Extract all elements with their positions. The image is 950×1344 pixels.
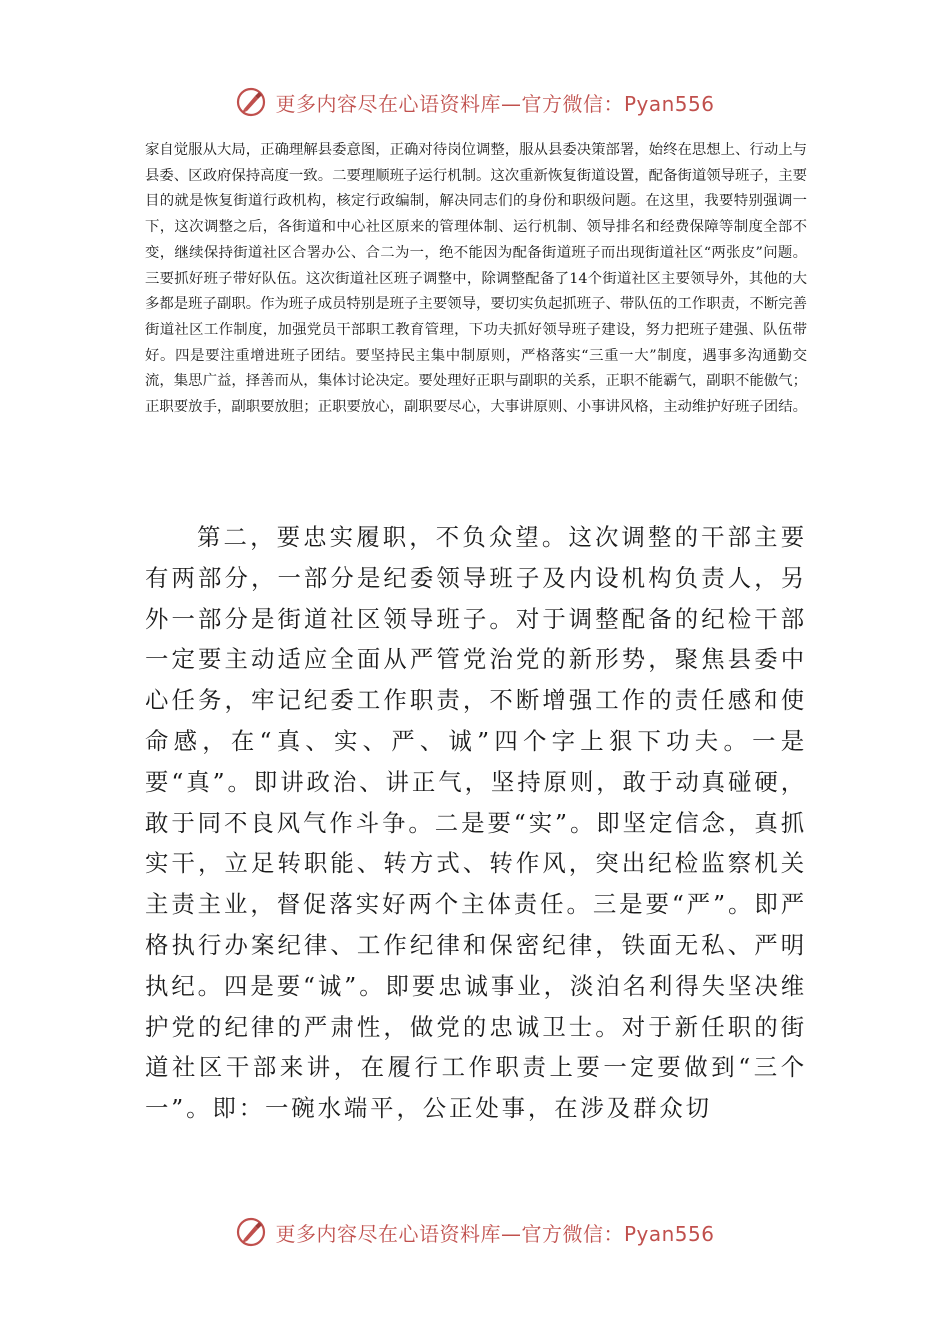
fountain-pen-logo-icon — [235, 1216, 267, 1248]
body-paragraph-large: 第二，要忠实履职，不负众望。这次调整的干部主要有两部分，一部分是纪委领导班子及内设机构负责人，另外一部分是街道社区领导班子。对于调整配备的纪检干部一定要主动适应全面从严管党治党的新形势，聚焦县委中心任务，牢记纪委工作职责，不断增强工作的责任感和使命感，在“真、实、严、诚”四个字上狠下功夫。一是要“真”。即讲政治、讲正气，坚持原则，敢于动真碰硬，敢于同不良风气作斗争。二是要“实”。即坚定信念，真抓实干，立足转职能、转方式、转作风，突出纪检监察机关主责主业，督促落实好两个主体责任。三是要“严”。即严格执行办案纪律、工作纪律和保密纪律，铁面无私、严明执纪。四是要“诚”。即要忠诚事业，淡泊名利得失坚决维护党的纪律的严肃性，做党的忠诚卫士。对于新任职的街道社区干部来讲，在履行工作职责上要一定要做到“三个一”。即：一碗水端平，公正处事，在涉及群众切 — [145, 523, 807, 1123]
fountain-pen-logo-icon — [235, 86, 267, 118]
header-watermark-banner — [0, 82, 950, 122]
footer-watermark-banner — [0, 1212, 950, 1252]
footer-banner-text: 更多内容尽在心语资料库—官方微信：Pyan556 — [275, 1221, 715, 1246]
body-paragraph-small: 家自觉服从大局，正确理解县委意图，正确对待岗位调整，服从县委决策部署，始终在思想上、行动上与县委、区政府保持高度一致。二要理顺班子运行机制。这次重新恢复街道设置，配备街道领导班子，主要目的就是恢复街道行政机构，核定行政编制，解决同志们的身份和职级问题。在这里，我要特别强调一下，这次调整之后，各街道和中心社区原来的管理体制、运行机制、领导排名和经费保障等制度全部不变，继续保持街道社区合署办公、合二为一，绝不能因为配备街道班子而出现街道社区“两张皮”问题。三要抓好班子带好队伍。这次街道社区班子调整中，除调整配备了14个街道社区主要领导外，其他的大多都是班子副职。作为班子成员特别是班子主要领导，要切实负起抓班子、带队伍的工作职责，不断完善街道社区工作制度，加强党员干部职工教育管理，下功夫抓好领导班子建设，努力把班子建强、队伍带好。四是要注重增进班子团结。要坚持民主集中制原则，严格落实“三重一大”制度，遇事多沟通勤交流，集思广益，择善而从，集体讨论决定。要处理好正职与副职的关系，正职不能霸气，副职不能傲气；正职要放手，副职要放胆；正职要放心，副职要尽心，大事讲原则、小事讲风格，主动维护好班子团结。 — [145, 142, 807, 416]
header-banner-text: 更多内容尽在心语资料库—官方微信：Pyan556 — [275, 91, 715, 116]
